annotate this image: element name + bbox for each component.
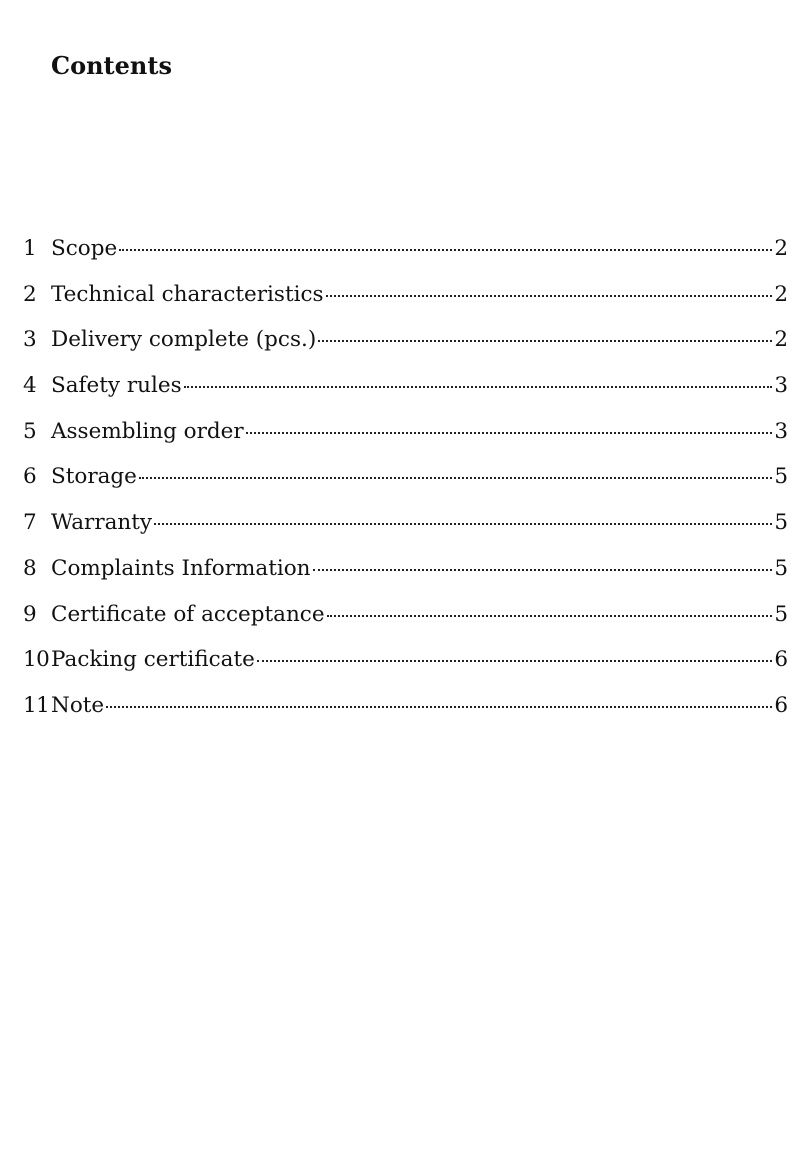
toc-entry-page: 3 <box>774 418 788 444</box>
toc-entry-title: Note <box>51 692 105 718</box>
toc-entry-number: 11 <box>23 692 50 718</box>
toc-entry-page: 2 <box>774 327 788 353</box>
page-title: Contents <box>51 51 172 80</box>
toc-entry-title: Safety rules <box>51 373 182 399</box>
toc-dot-leader <box>106 705 772 708</box>
toc-entry-page: 6 <box>774 692 788 718</box>
toc-entry-title: Storage <box>51 464 137 490</box>
toc-entry-number: 6 <box>23 464 37 490</box>
toc-entry-complaints-information[interactable] <box>23 550 788 596</box>
toc-entry-number: 1 <box>23 236 37 261</box>
toc-dot-leader <box>327 614 773 617</box>
toc-entry-page: 5 <box>774 601 788 627</box>
toc-entry-number: 10 <box>23 647 50 673</box>
toc-entry-title: Warranty <box>51 510 153 536</box>
toc-entry-number: 3 <box>23 327 37 353</box>
toc-dot-leader <box>246 431 773 434</box>
toc-entry-title: Assembling order <box>51 418 244 444</box>
toc-entry-warranty[interactable] <box>23 504 788 550</box>
toc-entry-page: 2 <box>774 281 788 307</box>
toc-entry-delivery-complete[interactable] <box>23 321 788 367</box>
toc-entry-title: Delivery complete (pcs.) <box>51 327 317 353</box>
toc-entry-number: 2 <box>23 281 37 307</box>
toc-entry-title: Complaints Information <box>51 555 311 581</box>
toc-entry-number: 5 <box>23 418 37 444</box>
toc-entry-assembling-order[interactable] <box>23 413 788 459</box>
toc-dot-leader <box>139 476 772 479</box>
toc-dot-leader <box>154 522 772 525</box>
toc-entry-page: 3 <box>774 373 788 399</box>
toc-entry-page: 5 <box>774 510 788 536</box>
toc-dot-leader <box>257 659 772 662</box>
toc-entry-safety-rules[interactable] <box>23 367 788 413</box>
toc-entry-title: Technical characteristics <box>51 281 324 307</box>
toc-dot-leader <box>318 339 772 342</box>
toc-dot-leader <box>326 294 773 297</box>
toc-entry-certificate-of-acceptance[interactable] <box>23 596 788 642</box>
toc-entry-page: 6 <box>774 647 788 673</box>
toc-entry-title: Packing certificate <box>51 647 255 673</box>
toc-entry-page: 5 <box>774 555 788 581</box>
toc-entry-title: Certificate of acceptance <box>51 601 325 627</box>
toc-entry-number: 4 <box>23 373 37 399</box>
toc-dot-leader <box>184 385 773 388</box>
toc-entry-technical-characteristics[interactable] <box>23 276 788 322</box>
toc-entry-packing-certificate[interactable] <box>23 641 788 687</box>
toc-entry-scope[interactable] <box>23 230 788 276</box>
toc-entry-page: 5 <box>774 464 788 490</box>
toc-entry-number: 7 <box>23 510 37 536</box>
toc-dot-leader <box>313 568 773 571</box>
toc-entry-note[interactable] <box>23 687 788 733</box>
table-of-contents <box>23 230 788 733</box>
toc-entry-title: Scope <box>51 236 118 261</box>
toc-entry-page: 2 <box>774 236 788 261</box>
toc-entry-number: 8 <box>23 555 37 581</box>
toc-entry-number: 9 <box>23 601 37 627</box>
toc-dot-leader <box>119 248 772 251</box>
toc-entry-storage[interactable] <box>23 458 788 504</box>
